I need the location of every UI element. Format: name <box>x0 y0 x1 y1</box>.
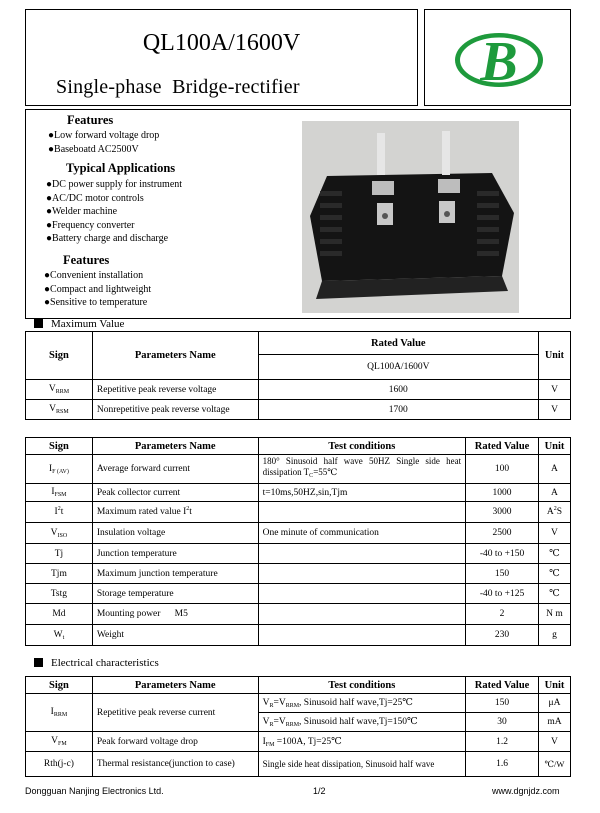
header-rated-value: Rated Value <box>466 677 539 694</box>
section-electrical: Electrical characteristics <box>34 657 159 669</box>
electrical-table <box>25 676 571 777</box>
table-row: $V_R=V_{RRM}$, Sinusoid half wave,Tj=150℃ 30 mA <box>26 713 571 732</box>
title-box <box>25 9 418 106</box>
list-item: ●Compact and lightweight <box>44 283 152 295</box>
section-maximum-value: Maximum Value <box>34 318 124 330</box>
model-cell: QL100A/1600V <box>258 355 538 380</box>
header-rated-value: Rated Value <box>258 332 538 355</box>
header-parameters: Parameters Name <box>92 332 258 380</box>
header-unit: Unit <box>538 677 570 694</box>
table-row: Tj Junction temperature -40 to +150 ℃ <box>26 544 571 564</box>
table-row: $W_t$ Weight 230 g <box>26 625 571 646</box>
header-unit: Unit <box>538 438 570 455</box>
table-row: $I^2t$ Maximum rated value $I^2t$ 3000 $A^2S$ <box>26 502 571 523</box>
model-title: QL100A/1600V <box>142 30 301 56</box>
table-row: Tjm Maximum junction temperature 150 ℃ <box>26 564 571 584</box>
list-item: ●Low forward voltage drop <box>48 130 160 141</box>
company-logo <box>425 10 572 107</box>
features-heading-2: Features <box>63 253 110 267</box>
header-rated-value: Rated Value <box>466 438 539 455</box>
table-row: $V_{RRM}$ Repetitive peak reverse voltage 1600 V <box>26 380 571 400</box>
footer-url[interactable]: www.dgnjdz.com <box>492 786 560 796</box>
header-test-conditions: Test conditions <box>258 677 466 694</box>
table-row: $I_{F (AV)}$ Average forward current 180° Sinusoid half wave 50HZ Single side heat dissipation $T_C=55℃$ 100 A <box>26 455 571 484</box>
table-row: $V_{ISO}$ Insulation voltage One minute of communication 2500 V <box>26 523 571 544</box>
list-item: ●Battery charge and discharge <box>46 233 169 244</box>
footer-company: Dongguan Nanjing Electronics Ltd. <box>25 786 164 796</box>
header-parameters: Parameters Name <box>92 677 258 694</box>
list-item: ●Welder machine <box>46 206 118 217</box>
table-row: Tstg Storage temperature -40 to +125 ℃ <box>26 584 571 604</box>
features-list <box>48 129 159 156</box>
table-row: Md Mounting power M5 2 N m <box>26 604 571 625</box>
applications-list <box>46 178 182 246</box>
header-test-conditions: Test conditions <box>258 438 466 455</box>
footer-page: 1/2 <box>313 786 326 796</box>
list-item: ●Convenient installation <box>44 270 144 281</box>
table-row: $I_{RRM}$ Repetitive peak reverse current $V_R=V_{RRM}$, Sinusoid half wave,Tj=25℃ 150 μA <box>26 694 571 713</box>
applications-heading: Typical Applications <box>66 161 176 175</box>
ratings-table <box>25 437 571 646</box>
table-row: $I_{FSM}$ Peak collector current t=10ms,50HZ,sin,Tjm 1000 A <box>26 484 571 502</box>
header-unit: Unit <box>539 332 571 380</box>
list-item: ●DC power supply for instrument <box>46 179 183 190</box>
header-sign: Sign <box>26 332 93 380</box>
list-item: ●Baseboatd AC2500V <box>48 143 139 155</box>
table-row: $V_{FM}$ Peak forward voltage drop $I_{FM} =100A$, Tj=25℃ 1.2 V <box>26 732 571 752</box>
features-heading: Features <box>67 113 114 127</box>
list-item: ●AC/DC motor controls <box>46 192 144 204</box>
header-sign: Sign <box>26 438 93 455</box>
product-photo <box>302 121 519 313</box>
logo-box <box>424 9 571 106</box>
header-parameters: Parameters Name <box>92 438 258 455</box>
logo-letter: B <box>480 31 518 93</box>
list-item: ●Sensitive to temperature <box>44 297 148 308</box>
list-item: ●Frequency converter <box>46 219 135 231</box>
subtitle: Single-phase Bridge-rectifier <box>56 76 300 98</box>
header-sign: Sign <box>26 677 93 694</box>
features-list-2 <box>44 269 151 310</box>
table-row: Rth(j-c) Thermal resistance(junction to case) Single side heat dissipation, Sinusoid half wave 1.6 ℃/W <box>26 752 571 777</box>
table-row: $V_{RSM}$ Nonrepetitive peak reverse voltage 1700 V <box>26 400 571 420</box>
maximum-value-table <box>25 331 571 420</box>
